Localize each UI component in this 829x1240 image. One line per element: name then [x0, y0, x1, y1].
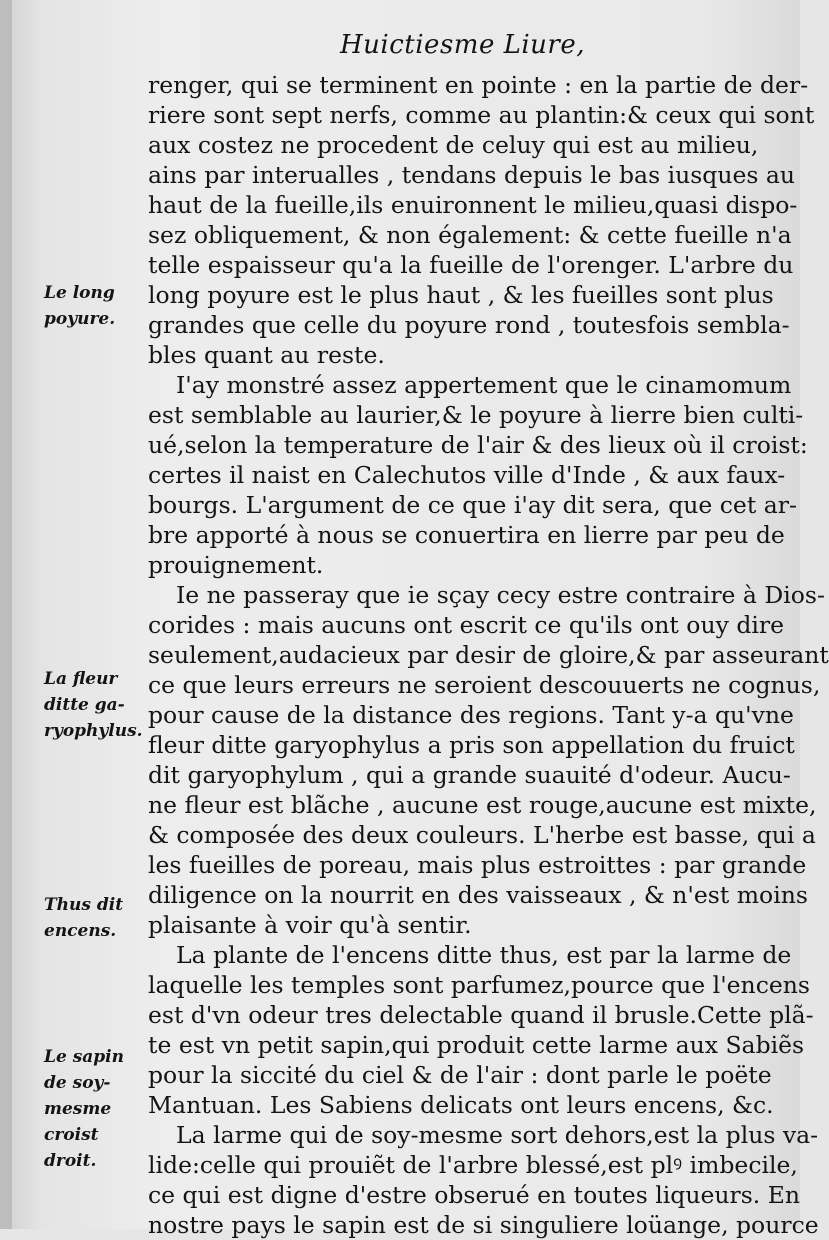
text-line: long poyure est le plus haut , & les fueilles sont plus: [148, 281, 774, 309]
text-line: ne fleur est blãche , aucune est rouge,aucune est mixte,: [148, 791, 817, 819]
text-line: certes il naist en Calechutos ville d'Inde , & aux faux-: [148, 461, 786, 489]
paragraph-start-line: Ie ne passeray que ie sçay cecy estre contraire à Dios-: [176, 581, 825, 609]
margin-note-thus: [44, 892, 152, 944]
margin-note-line: mesme: [44, 1099, 112, 1119]
margin-note-line: droit.: [44, 1151, 97, 1171]
text-line: haut de la fueille,ils enuironnent le milieu,quasi dispo-: [148, 191, 798, 219]
text-line: prouignement.: [148, 551, 324, 579]
margin-note-line: encens.: [44, 921, 117, 941]
text-line: est semblable au laurier,& le poyure à lierre bien culti-: [148, 401, 804, 429]
margin-note-line: ditte ga-: [44, 695, 125, 715]
text-line: laquelle les temples sont parfumez,pource que l'encens: [148, 971, 810, 999]
text-line: telle espaisseur qu'a la fueille de l'orenger. L'arbre du: [148, 251, 794, 279]
text-line: fleur ditte garyophylus a pris son appellation du fruict: [148, 731, 795, 759]
text-line: seulement,audacieux par desir de gloire,& par asseurant: [148, 641, 829, 669]
text-line: dit garyophylum , qui a grande suauité d'odeur. Aucu-: [148, 761, 791, 789]
text-line: ué,selon la temperature de l'air & des lieux où il croist:: [148, 431, 808, 459]
text-line: plaisante à voir qu'à sentir.: [148, 911, 472, 939]
text-line: bles quant au reste.: [148, 341, 385, 369]
margin-note-line: Le long: [44, 283, 115, 303]
margin-note-fleur: [44, 666, 152, 744]
text-line: les fueilles de poreau, mais plus estroittes : par grande: [148, 851, 807, 879]
text-line: lide:celle qui prouiẽt de l'arbre blessé,est plꝰ imbecile,: [148, 1151, 798, 1179]
text-line: diligence on la nourrit en des vaisseaux , & n'est moins: [148, 881, 808, 909]
text-line: & composée des deux couleurs. L'herbe est basse, qui a: [148, 821, 816, 849]
text-line: Mantuan. Les Sabiens delicats ont leurs encens, &c.: [148, 1091, 774, 1119]
text-line: aux costez ne procedent de celuy qui est au milieu,: [148, 131, 759, 159]
margin-note-line: poyure.: [44, 309, 116, 329]
running-header: Huictiesme Liure,: [340, 30, 586, 60]
text-line: grandes que celle du poyure rond , toutesfois sembla-: [148, 311, 790, 339]
paragraph-start-line: I'ay monstré assez appertement que le cinamomum: [176, 371, 792, 399]
text-line: riere sont sept nerfs, comme au plantin:& ceux qui sont: [148, 101, 815, 129]
text-line: pour la siccité du ciel & de l'air : dont parle le poëte: [148, 1061, 772, 1089]
paragraph-start-line: La plante de l'encens ditte thus, est par la larme de: [176, 941, 792, 969]
margin-note-line: croist: [44, 1125, 99, 1145]
text-line: te est vn petit sapin,qui produit cette larme aux Sabiẽs: [148, 1031, 805, 1059]
text-line: bourgs. L'argument de ce que i'ay dit sera, que cet ar-: [148, 491, 797, 519]
text-line: bre apporté à nous se conuertira en lierre par peu de: [148, 521, 785, 549]
page-binding-edge: [0, 0, 12, 1229]
text-line: pour cause de la distance des regions. Tant y-a qu'vne: [148, 701, 794, 729]
margin-note-line: ryophylus.: [44, 721, 143, 741]
text-line: nostre pays le sapin est de si singuliere loüange, pource: [148, 1211, 819, 1239]
text-line: ce que leurs erreurs ne seroient descouuerts ne cognus,: [148, 671, 821, 699]
text-line: corides : mais aucuns ont escrit ce qu'ils ont ouy dire: [148, 611, 785, 639]
text-line: ains par interualles , tendans depuis le bas iusques au: [148, 161, 796, 189]
text-line: sez obliquement, & non également: & cette fueille n'a: [148, 221, 792, 249]
text-line: ce qui est digne d'estre obserué en toutes liqueurs. En: [148, 1181, 801, 1209]
margin-note-sapin: [44, 1044, 152, 1174]
margin-note-line: Le sapin: [44, 1047, 124, 1067]
text-line: renger, qui se terminent en pointe : en la partie de der-: [148, 71, 809, 99]
margin-note-line: La fleur: [44, 669, 118, 689]
paragraph-start-line: La larme qui de soy-mesme sort dehors,est la plus va-: [176, 1121, 819, 1149]
text-line: est d'vn odeur tres delectable quand il brusle.Cette plã-: [148, 1001, 814, 1029]
margin-note-line: de soy-: [44, 1073, 111, 1093]
margin-note-long-poyure: [44, 280, 152, 332]
margin-note-line: Thus dit: [44, 895, 124, 915]
